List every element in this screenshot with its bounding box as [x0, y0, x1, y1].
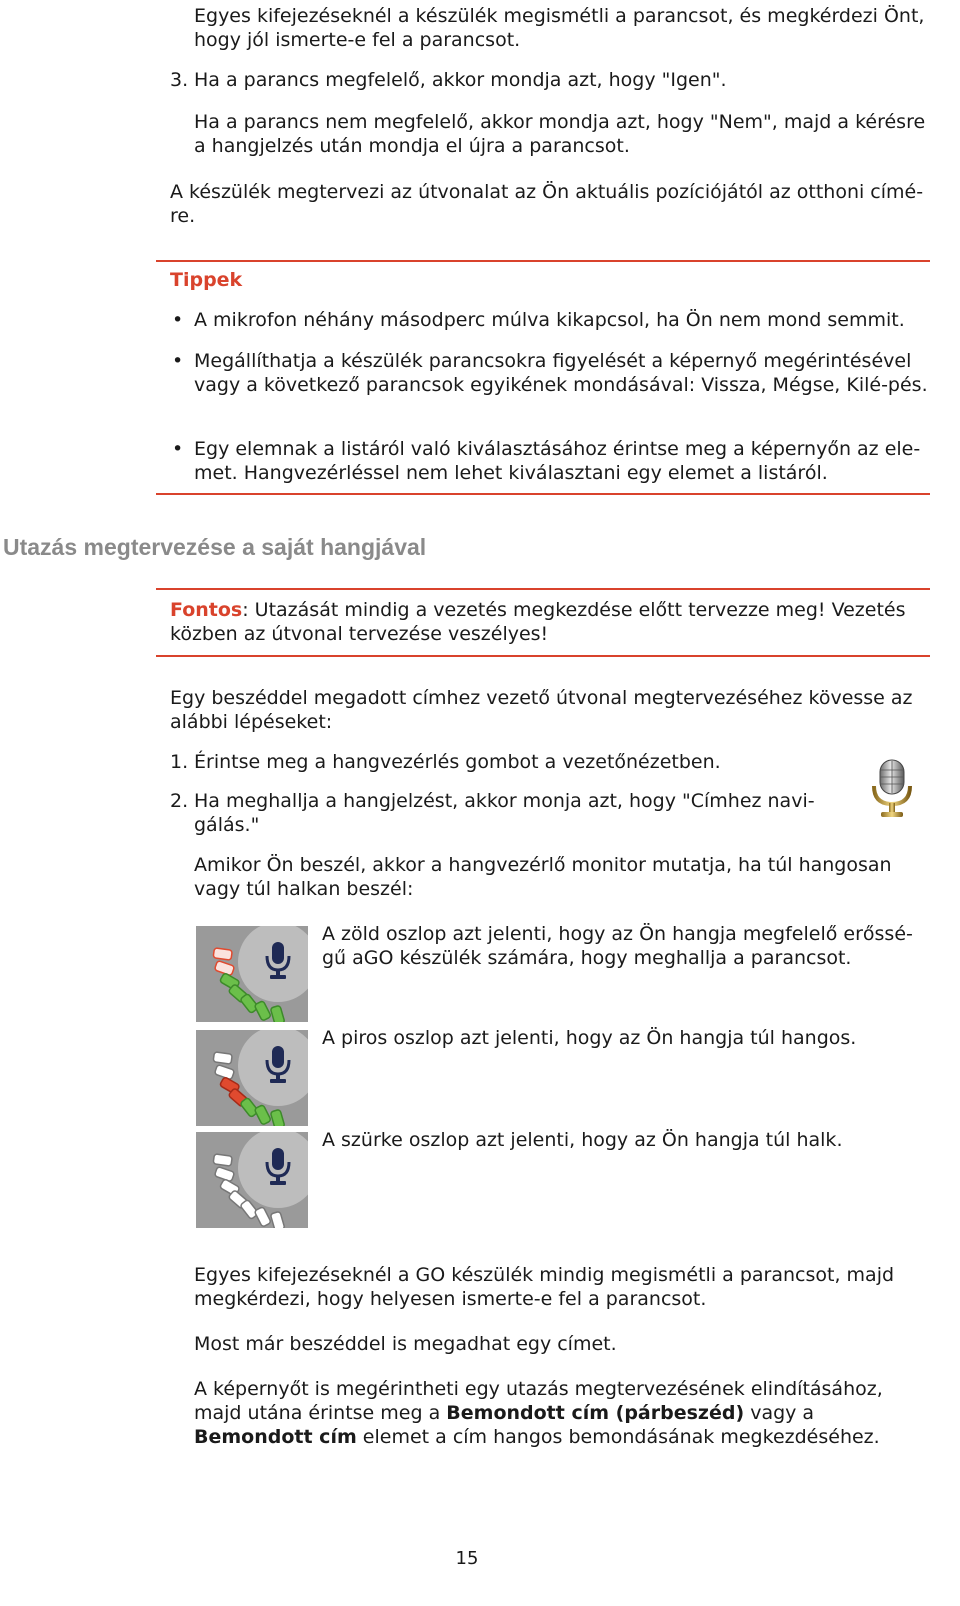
meter-segment	[213, 1154, 232, 1166]
page-number: 15	[455, 1548, 479, 1569]
monitor-intro: Amikor Ön beszél, akkor a hangvezérlő monitor mutatja, ha túl hangosan vagy túl halkan beszél:	[194, 854, 892, 900]
outro-repeat-text: Egyes kifejezéseknél a GO készülék mindig megismétli a parancsot, majd megkérdezi, hogy helyesen ismerte-e fel a parancsot.	[194, 1264, 895, 1310]
outro-address-text: Most már beszéddel is megadhat egy címet.	[194, 1333, 617, 1355]
volume-meter-green	[196, 926, 308, 1022]
step-3-text: Ha a parancs megfelelő, akkor mondja azt, hogy "Igen".	[194, 69, 727, 91]
tips-top-rule	[156, 260, 930, 262]
microphone-icon	[860, 758, 924, 822]
warning-label: Fontos	[170, 599, 243, 621]
route-plan-text: A készülék megtervezi az útvonalat az Ön aktuális pozíciójától az otthoni címé-re.	[170, 181, 924, 227]
outro-menu-text-part: vagy a	[744, 1402, 815, 1424]
tip-bullet: •	[172, 438, 184, 460]
tips-bottom-rule	[156, 493, 930, 495]
tip-bullet: •	[172, 309, 184, 331]
tip-item-2: Megállíthatja a készülék parancsokra figyelését a képernyő megérintésével vagy a következő parancsok egyikének mondásával: Vissza, Mégse, Kilé-pés.	[194, 350, 928, 396]
intro-repeat-text: Egyes kifejezéseknél a készülék megismétli a parancsot, és megkérdezi Önt, hogy jól ismerte-e fel a parancsot.	[194, 5, 925, 51]
meter-segment	[213, 948, 232, 960]
warning-top-rule	[156, 588, 930, 590]
menu-item-spoken-address: Bemondott cím	[194, 1426, 357, 1448]
step-2-number: 2.	[170, 790, 189, 812]
meter-green-text: A zöld oszlop azt jelenti, hogy az Ön hangja megfelelő erőssé-gű aGO készülék számára, hogy meghallja a parancsot.	[322, 923, 913, 969]
warning-bottom-rule	[156, 655, 930, 657]
step-1-number: 1.	[170, 751, 189, 773]
step-2-text: Ha meghallja a hangjelzést, akkor monja azt, hogy "Címhez navi-gálás."	[194, 790, 815, 836]
volume-meter-red	[196, 1030, 308, 1126]
tip-bullet: •	[172, 350, 184, 372]
tips-title: Tippek	[170, 269, 243, 291]
warning-text	[170, 598, 934, 646]
tip-item-3: Egy elemnak a listáról való kiválasztásához érintse meg a képernyőn az ele-met. Hangvezérléssel nem lehet kiválasztani egy elemet a listáról.	[194, 438, 921, 484]
step-3-number: 3.	[170, 69, 189, 91]
section-title: Utazás megtervezése a saját hangjával	[3, 534, 427, 560]
outro-menu-text-part: elemet a cím hangos bemondásának megkezdéséhez.	[356, 1426, 880, 1448]
volume-meter-grey	[196, 1132, 308, 1228]
outro-menu-text	[194, 1377, 934, 1449]
meter-grey-text: A szürke oszlop azt jelenti, hogy az Ön hangja túl halk.	[322, 1129, 843, 1151]
tip-item-1: A mikrofon néhány másodperc múlva kikapcsol, ha Ön nem mond semmit.	[194, 309, 905, 331]
meter-segment	[213, 1052, 232, 1064]
step-3-no-text: Ha a parancs nem megfelelő, akkor mondja azt, hogy "Nem", majd a kérésre a hangjelzés után mondja el újra a parancsot.	[194, 111, 926, 157]
step-1-text: Érintse meg a hangvezérlés gombot a vezetőnézetben.	[194, 751, 721, 773]
warning-body: : Utazását mindig a vezetés megkezdése előtt tervezze meg! Vezetés közben az útvonal tervezése veszélyes!	[170, 599, 906, 645]
outro-menu-text-part: A képernyőt is megérintheti egy utazás megtervezésének elindításához, majd utána érintse meg a	[194, 1378, 883, 1424]
steps-intro: Egy beszéddel megadott címhez vezető útvonal megtervezéséhez kövesse az alábbi lépéseket:	[170, 687, 913, 733]
meter-red-text: A piros oszlop azt jelenti, hogy az Ön hangja túl hangos.	[322, 1027, 857, 1049]
menu-item-spoken-address-dialog: Bemondott cím (párbeszéd)	[446, 1402, 745, 1424]
